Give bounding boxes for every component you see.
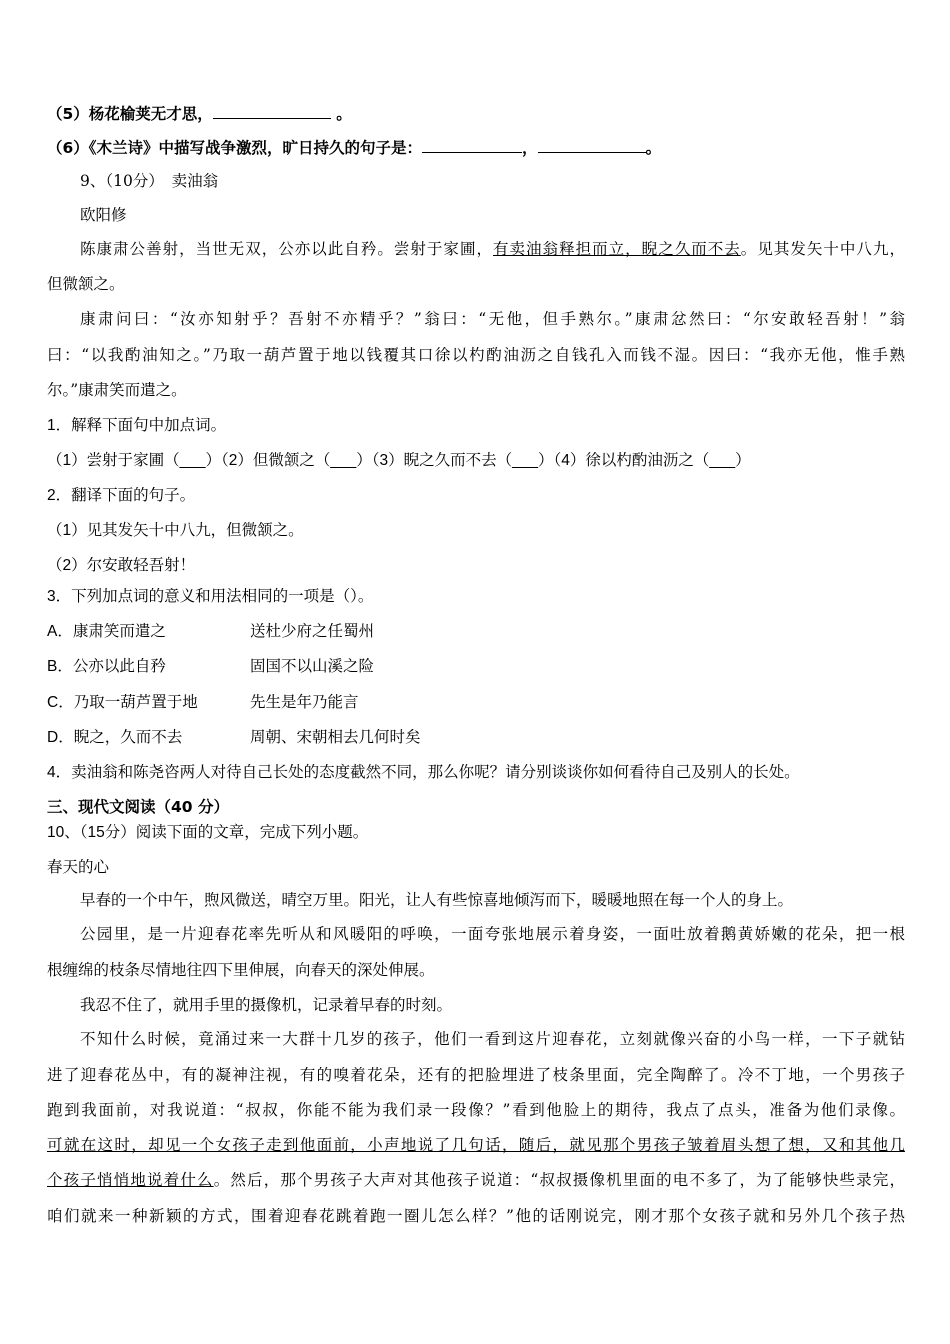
option-b-right: 固国不以山溪之险: [250, 658, 375, 675]
q9-sub2-1: （1）见其发矢十中八九，但微颔之。: [47, 522, 304, 539]
q9-sub1: 1．解释下面句中加点词。: [47, 417, 227, 434]
q6-blank-1[interactable]: [422, 137, 522, 153]
q9-passage-p2-line3: 尔。”康肃笑而遣之。: [47, 381, 187, 399]
option-d-left: D．睨之，久而不去: [47, 729, 183, 746]
option-a-left: A．康肃笑而遣之: [47, 623, 166, 640]
q5-text: （5）杨花榆荚无才思，: [47, 105, 213, 123]
q9-passage-p2-line1: 康肃问曰：“汝亦知射乎？吾射不亦精乎？”翁曰：“无他，但手熟尔。”康肃忿然曰：“尔安敢轻吾射！”翁: [80, 310, 905, 328]
q9-sub2-2: （2）尔安敢轻吾射！: [47, 557, 196, 574]
q6-text: （6）《木兰诗》中描写战争激烈，旷日持久的句子是：: [47, 139, 423, 157]
q9-option-d: [47, 728, 905, 748]
q6-sep: ，: [522, 139, 538, 157]
article-para-3: 我忍不住了，就用手里的摄像机，记录着早春的时刻。: [80, 996, 453, 1014]
q9-passage-p2-line2: 曰：“以我酌油知之。”乃取一葫芦置于地以钱覆其口徐以杓酌油沥之自钱孔入而钱不湿。因曰：“我亦无他，惟手熟: [47, 346, 905, 364]
q9-sub2: 2．翻译下面的句子。: [47, 487, 196, 504]
option-c-left: C．乃取一葫芦置于地: [47, 694, 198, 711]
q6-end: 。: [645, 139, 662, 157]
article-para-4-line5: [47, 1170, 905, 1190]
q9-passage-p1-line2: 但微颔之。: [47, 275, 125, 293]
option-b-left: B．公亦以此自矜: [47, 658, 166, 675]
q9-p1-b: 。见其发矢十中八九，: [740, 240, 905, 258]
article-para-4-line4: 可就在这时，却见一个女孩子走到他面前，小声地说了几句话，随后，就见那个男孩子皱着眉头想了想，又和其他几: [47, 1136, 905, 1154]
q9-sub4: 4．卖油翁和陈尧咨两人对待自己长处的态度截然不同，那么你呢？请分别谈谈你如何看待自己及别人的长处。: [47, 764, 800, 781]
q5-blank[interactable]: [213, 103, 331, 119]
article-line5-rest: 。然后，那个男孩子大声对其他孩子说道：“叔叔摄像机里面的电不多了，为了能够快些录完，: [213, 1171, 905, 1189]
article-para-4-line3: 跑到我面前，对我说道：“叔叔，你能不能为我们录一段像？”看到他脸上的期待，我点了点头，准备为他们录像。: [47, 1101, 905, 1119]
article-para-2-line2: 根缠绵的枝条尽情地往四下里伸展，向春天的深处伸展。: [47, 961, 435, 979]
q9-option-c: [47, 693, 905, 713]
q6-line: [47, 137, 905, 158]
q9-sub3: 3．下列加点词的意义和用法相同的一项是（）。: [47, 588, 374, 605]
q9-p1-underlined: 有卖油翁释担而立，睨之久而不去: [493, 240, 741, 258]
article-para-1: 早春的一个中午，煦风微送，晴空万里。阳光，让人有些惊喜地倾泻而下，暖暖地照在每一个人的身上。: [80, 891, 794, 909]
q9-passage-p1-line1: [80, 239, 905, 259]
q5-end: 。: [336, 105, 352, 123]
section3-heading: 三、现代文阅读（40 分）: [47, 798, 229, 816]
article-underlined-end: 个孩子悄悄地说着什么: [47, 1171, 214, 1189]
q6-blank-2[interactable]: [538, 137, 646, 153]
option-a-right: 送杜少府之任蜀州: [250, 623, 375, 640]
q5-line: [47, 103, 905, 124]
q9-option-b: [47, 657, 905, 677]
article-para-4-line1: 不知什么时候，竟涌过来一大群十几岁的孩子，他们一看到这片迎春花，立刻就像兴奋的小鸟一样，一下子就钻: [80, 1030, 905, 1048]
article-title: 春天的心: [47, 858, 110, 876]
option-c-right: 先生是年乃能言: [250, 694, 359, 711]
option-d-right: 周朝、宋朝相去几何时矣: [250, 729, 421, 746]
article-para-2-line1: 公园里，是一片迎春花率先听从和风暖阳的呼唤，一面夸张地展示着身姿，一面吐放着鹅黄娇嫩的花朵，把一根: [80, 925, 905, 943]
article-para-4-line6: 咱们就来一种新颖的方式，围着迎春花跳着跑一圈儿怎么样？”他的话刚说完，刚才那个女孩子就和另外几个孩子热: [47, 1207, 905, 1225]
q9-header: 9、（10分） 卖油翁: [80, 172, 219, 190]
q9-option-a: [47, 622, 905, 642]
q9-p1-a: 陈康肃公善射，当世无双，公亦以此自矜。尝射于家圃，: [80, 240, 493, 258]
q9-sub1-items: （1）尝射于家圃（___）（2）但微颔之（___）（3）睨之久而不去（___）（4）徐以杓酌油沥之（___）: [47, 452, 751, 469]
article-para-4-line2: 进了迎春花丛中，有的凝神注视，有的嗅着花朵，还有的把脸埋进了枝条里面，完全陶醉了。冷不丁地，一个男孩子: [47, 1066, 905, 1084]
q9-author: 欧阳修: [80, 206, 127, 224]
q10-instruction: 10、（15分）阅读下面的文章，完成下列小题。: [47, 824, 369, 841]
